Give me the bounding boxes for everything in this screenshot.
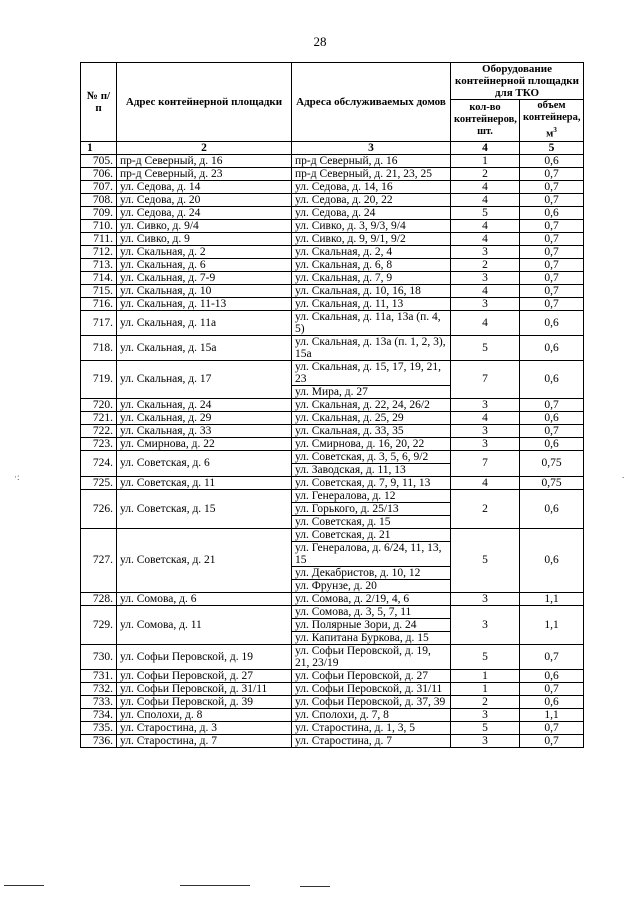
table-row [81,284,584,297]
container-volume: 0,6 [520,154,584,167]
table-row [81,310,584,335]
container-count: 2 [451,258,520,271]
table-row [81,206,584,219]
row-number: 734. [81,708,117,721]
site-address: ул. Старостина, д. 7 [117,734,292,747]
container-count: 4 [451,284,520,297]
row-number: 713. [81,258,117,271]
row-number: 730. [81,644,117,669]
container-count: 3 [451,592,520,605]
header-served: Адреса обслуживаемых домов [292,63,451,142]
served-address: ул. Скальная, д. 13а (п. 1, 2, 3), 15а [292,335,451,360]
container-volume: 0,7 [520,258,584,271]
container-count: 2 [451,695,520,708]
column-number: 3 [292,141,451,154]
served-address: ул. Генералова, д. 12 [292,489,451,502]
row-number: 717. [81,310,117,335]
site-address: ул. Скальная, д. 2 [117,245,292,258]
table-row [81,424,584,437]
site-address: ул. Сивко, д. 9/4 [117,219,292,232]
container-volume: 0,7 [520,721,584,734]
container-volume: 0,6 [520,669,584,682]
container-count: 3 [451,437,520,450]
table-row [81,167,584,180]
container-volume: 0,7 [520,284,584,297]
header-equipment: Оборудование контейнерной площадки для ТКО [451,63,584,100]
served-address: ул. Сомова, д. 2/19, 4, 6 [292,592,451,605]
container-volume: 0,7 [520,271,584,284]
site-address: пр-д Северный, д. 23 [117,167,292,180]
table-row [81,437,584,450]
container-count: 3 [451,398,520,411]
container-volume: 1,1 [520,605,584,644]
header-count: кол-во контейнеров, шт. [451,100,520,142]
container-volume: 0,7 [520,682,584,695]
container-volume: 0,7 [520,734,584,747]
served-address: ул. Софьи Перовской, д. 27 [292,669,451,682]
container-count: 4 [451,411,520,424]
row-number: 708. [81,193,117,206]
container-count: 4 [451,193,520,206]
site-address: ул. Советская, д. 6 [117,450,292,476]
site-address: ул. Софьи Перовской, д. 31/11 [117,682,292,695]
served-address: ул. Скальная, д. 15, 17, 19, 21, 23 [292,360,451,385]
container-volume: 0,7 [520,193,584,206]
table-row [81,708,584,721]
served-address: ул. Заводская, д. 11, 13 [292,463,451,476]
site-address: ул. Седова, д. 24 [117,206,292,219]
site-address: ул. Старостина, д. 3 [117,721,292,734]
table-row [81,721,584,734]
container-count: 3 [451,297,520,310]
row-number: 736. [81,734,117,747]
served-address: ул. Скальная, д. 11, 13 [292,297,451,310]
container-count: 4 [451,180,520,193]
row-number: 727. [81,528,117,592]
row-number: 705. [81,154,117,167]
served-address: ул. Скальная, д. 6, 8 [292,258,451,271]
container-volume: 0,7 [520,424,584,437]
site-address: ул. Софьи Перовской, д. 39 [117,695,292,708]
table-row [81,245,584,258]
row-number: 724. [81,450,117,476]
site-address: ул. Скальная, д. 29 [117,411,292,424]
container-count: 3 [451,605,520,644]
row-number: 728. [81,592,117,605]
container-volume: 1,1 [520,592,584,605]
table-row [81,398,584,411]
site-address: ул. Сивко, д. 9 [117,232,292,245]
container-volume: 0,6 [520,528,584,592]
table-row [81,528,584,541]
container-volume: 0,7 [520,180,584,193]
table-row [81,232,584,245]
site-address: ул. Сомова, д. 11 [117,605,292,644]
header-row-top [81,63,584,100]
container-volume: 0,6 [520,489,584,528]
table-row [81,605,584,618]
served-address: ул. Скальная, д. 11а, 13а (п. 4, 5) [292,310,451,335]
scan-artifact-mark: ·: [14,472,20,482]
scan-artifact-mark: . [622,470,625,480]
container-count: 5 [451,528,520,592]
container-volume: 0,75 [520,450,584,476]
column-number: 2 [117,141,292,154]
site-address: ул. Скальная, д. 17 [117,360,292,398]
site-address: ул. Советская, д. 11 [117,476,292,489]
table-row [81,219,584,232]
row-number: 720. [81,398,117,411]
site-address: ул. Советская, д. 15 [117,489,292,528]
row-number: 710. [81,219,117,232]
served-address: ул. Скальная, д. 2, 4 [292,245,451,258]
served-address: ул. Советская, д. 3, 5, 6, 9/2 [292,450,451,463]
row-number: 735. [81,721,117,734]
served-address: ул. Скальная, д. 22, 24, 26/2 [292,398,451,411]
served-address: ул. Генералова, д. 6/24, 11, 13, 15 [292,541,451,566]
served-address: ул. Софьи Перовской, д. 19, 21, 23/19 [292,644,451,669]
container-count: 5 [451,335,520,360]
row-number: 719. [81,360,117,398]
served-address: ул. Скальная, д. 7, 9 [292,271,451,284]
served-address: ул. Софьи Перовской, д. 37, 39 [292,695,451,708]
row-number: 726. [81,489,117,528]
row-number: 725. [81,476,117,489]
table-row [81,489,584,502]
row-number: 731. [81,669,117,682]
served-address: пр-д Северный, д. 21, 23, 25 [292,167,451,180]
container-count: 3 [451,424,520,437]
site-address: ул. Скальная, д. 6 [117,258,292,271]
scan-artifact-line [180,885,250,886]
table-row [81,360,584,385]
scan-artifact-line [300,886,330,887]
served-address: ул. Скальная, д. 10, 16, 18 [292,284,451,297]
container-volume: 1,1 [520,708,584,721]
served-address: ул. Софьи Перовской, д. 31/11 [292,682,451,695]
site-address: ул. Сполохи, д. 8 [117,708,292,721]
served-address: ул. Сомова, д. 3, 5, 7, 11 [292,605,451,618]
served-address: ул. Сивко, д. 9, 9/1, 9/2 [292,232,451,245]
table-row [81,734,584,747]
table-row [81,669,584,682]
served-address: ул. Сивко, д. 3, 9/3, 9/4 [292,219,451,232]
table-row [81,258,584,271]
site-address: ул. Скальная, д. 24 [117,398,292,411]
served-address: ул. Декабристов, д. 10, 12 [292,566,451,579]
container-volume: 0,6 [520,437,584,450]
container-count: 2 [451,489,520,528]
row-number: 712. [81,245,117,258]
table-row [81,450,584,463]
table-row [81,682,584,695]
page-number: 28 [313,34,327,49]
served-address: ул. Советская, д. 15 [292,515,451,528]
container-volume: 0,7 [520,644,584,669]
site-address: ул. Скальная, д. 33 [117,424,292,437]
table-body [81,154,584,747]
container-count: 3 [451,708,520,721]
container-count: 1 [451,682,520,695]
site-address: ул. Скальная, д. 7-9 [117,271,292,284]
container-count: 4 [451,232,520,245]
row-number: 733. [81,695,117,708]
container-volume: 0,7 [520,398,584,411]
site-address: ул. Скальная, д. 10 [117,284,292,297]
container-volume: 0,75 [520,476,584,489]
row-number: 722. [81,424,117,437]
container-sites-table [80,62,584,748]
container-count: 1 [451,669,520,682]
served-address: ул. Старостина, д. 1, 3, 5 [292,721,451,734]
site-address: ул. Седова, д. 14 [117,180,292,193]
container-volume: 0,7 [520,219,584,232]
served-address: ул. Старостина, д. 7 [292,734,451,747]
table-row [81,411,584,424]
container-count: 5 [451,721,520,734]
header-address: Адрес контейнерной площадки [117,63,292,142]
row-number: 714. [81,271,117,284]
container-count: 1 [451,154,520,167]
container-count: 7 [451,360,520,398]
container-count: 7 [451,450,520,476]
container-volume: 0,7 [520,232,584,245]
column-number: 5 [520,141,584,154]
row-number: 718. [81,335,117,360]
served-address: ул. Скальная, д. 25, 29 [292,411,451,424]
row-number: 716. [81,297,117,310]
container-volume: 0,7 [520,245,584,258]
served-address: ул. Скальная, д. 33, 35 [292,424,451,437]
table-row [81,644,584,669]
served-address: ул. Сполохи, д. 7, 8 [292,708,451,721]
site-address: ул. Скальная, д. 15а [117,335,292,360]
table-row [81,695,584,708]
served-address: пр-д Северный, д. 16 [292,154,451,167]
container-count: 3 [451,734,520,747]
served-address: ул. Советская, д. 21 [292,528,451,541]
row-number: 723. [81,437,117,450]
site-address: ул. Софьи Перовской, д. 19 [117,644,292,669]
row-number: 732. [81,682,117,695]
container-count: 3 [451,245,520,258]
row-number: 711. [81,232,117,245]
container-volume: 0,6 [520,310,584,335]
site-address: ул. Скальная, д. 11а [117,310,292,335]
table-row [81,476,584,489]
container-volume: 0,7 [520,297,584,310]
served-address: ул. Седова, д. 20, 22 [292,193,451,206]
row-number: 715. [81,284,117,297]
header-num: № п/п [81,63,117,142]
row-number: 709. [81,206,117,219]
served-address: ул. Смирнова, д. 16, 20, 22 [292,437,451,450]
header-volume-sup: 3 [553,126,557,134]
site-address: ул. Смирнова, д. 22 [117,437,292,450]
scan-artifact-line [4,885,44,886]
served-address: ул. Седова, д. 24 [292,206,451,219]
container-count: 2 [451,167,520,180]
container-volume: 0,6 [520,695,584,708]
served-address: ул. Советская, д. 7, 9, 11, 13 [292,476,451,489]
served-address: ул. Горького, д. 25/13 [292,502,451,515]
header-volume-text: объем контейнера, м [523,100,581,140]
table-row [81,193,584,206]
served-address: ул. Фрунзе, д. 20 [292,579,451,592]
container-volume: 0,6 [520,335,584,360]
site-address: ул. Софьи Перовской, д. 27 [117,669,292,682]
column-numbers-row [81,141,584,154]
table-row [81,271,584,284]
site-address: ул. Седова, д. 20 [117,193,292,206]
container-volume: 0,6 [520,360,584,398]
row-number: 721. [81,411,117,424]
table-row [81,154,584,167]
site-address: пр-д Северный, д. 16 [117,154,292,167]
table-row [81,335,584,360]
served-address: ул. Мира, д. 27 [292,385,451,398]
container-count: 3 [451,271,520,284]
site-address: ул. Сомова, д. 6 [117,592,292,605]
row-number: 729. [81,605,117,644]
row-number: 707. [81,180,117,193]
column-number: 1 [81,141,117,154]
served-address: ул. Полярные Зори, д. 24 [292,618,451,631]
header-volume [520,100,584,142]
table-row [81,592,584,605]
container-volume: 0,7 [520,167,584,180]
table-row [81,180,584,193]
container-volume: 0,6 [520,411,584,424]
column-number: 4 [451,141,520,154]
served-address: ул. Седова, д. 14, 16 [292,180,451,193]
site-address: ул. Советская, д. 21 [117,528,292,592]
row-number: 706. [81,167,117,180]
container-count: 5 [451,644,520,669]
site-address: ул. Скальная, д. 11-13 [117,297,292,310]
container-count: 4 [451,310,520,335]
table-row [81,297,584,310]
served-address: ул. Капитана Буркова, д. 15 [292,631,451,644]
container-count: 5 [451,206,520,219]
container-count: 4 [451,476,520,489]
container-volume: 0,6 [520,206,584,219]
container-count: 4 [451,219,520,232]
